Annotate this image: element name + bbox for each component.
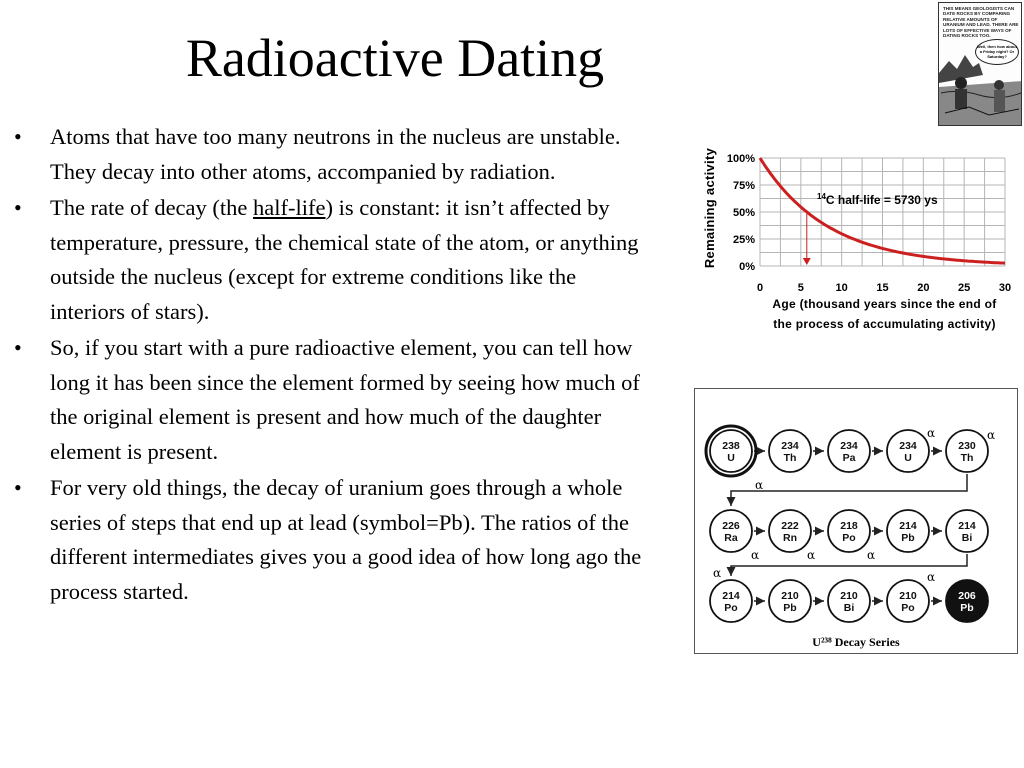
bullet-half-life — [14, 191, 654, 329]
isotope-node — [769, 430, 811, 472]
decay-nodes — [706, 426, 988, 622]
isotope-mass-number: 234 — [899, 440, 917, 452]
isotope-node — [946, 430, 988, 472]
isotope-node — [769, 510, 811, 552]
isotope-symbol: Po — [901, 602, 915, 614]
isotope-mass-number: 210 — [840, 590, 858, 602]
chart-plot-area — [695, 140, 1020, 300]
bullet-neutrons — [14, 120, 654, 189]
chart-x-ticks — [757, 282, 1011, 294]
isotope-mass-number: 210 — [781, 590, 799, 602]
isotope-node — [946, 510, 988, 552]
isotope-symbol: Po — [724, 602, 738, 614]
bullet-pure-element-text: So, if you start with a pure radioactive element, you can tell how long it has been since the element formed by seeing how much of the original element is present and how much of the daughter element is present. — [50, 335, 640, 464]
isotope-node — [769, 580, 811, 622]
comic-panel — [938, 2, 1022, 126]
isotope-node — [887, 510, 929, 552]
y-tick-label: 100% — [726, 153, 755, 165]
isotope-mass-number: 234 — [840, 440, 858, 452]
isotope-symbol: Ra — [724, 532, 738, 544]
chart-title — [817, 192, 938, 207]
comic-speech-bubble: Well, then how about a Friday night? Or Saturday? — [975, 39, 1019, 65]
chart-title-text: C half-life = 5730 ys — [825, 193, 938, 207]
decay-series-graphic — [695, 389, 1017, 633]
x-tick-label: 30 — [998, 282, 1012, 294]
isotope-node — [710, 510, 752, 552]
half-life-marker-arrow — [803, 258, 811, 265]
chart-x-axis-label-line-1: Age (thousand years since the end of — [772, 297, 997, 311]
isotope-node — [828, 430, 870, 472]
isotope-mass-number: 214 — [958, 520, 976, 532]
bullet-pure-element — [14, 331, 654, 469]
bullet-uranium-series — [14, 471, 654, 609]
chart-x-axis-label-line-2: the process of accumulating activity) — [773, 317, 996, 331]
alpha-decay-label: α — [713, 566, 722, 580]
alpha-decay-label: α — [751, 548, 760, 562]
alpha-decay-label: α — [807, 548, 816, 562]
chart-title-superscript: 14 — [817, 192, 826, 201]
y-tick-label: 25% — [732, 234, 755, 246]
isotope-symbol: Th — [960, 452, 974, 464]
isotope-symbol: Pa — [842, 452, 856, 464]
isotope-mass-number: 206 — [958, 590, 976, 602]
y-tick-label: 50% — [732, 207, 755, 219]
isotope-mass-number: 210 — [899, 590, 917, 602]
isotope-node — [710, 580, 752, 622]
isotope-node — [706, 426, 756, 476]
y-tick-label: 0% — [739, 261, 755, 273]
isotope-symbol: U — [904, 452, 912, 464]
chart-x-axis-label — [747, 294, 1022, 334]
slide-title: Radioactive Dating — [185, 28, 605, 88]
bullet-neutrons-text: Atoms that have too many neutrons in the nucleus are unstable. They decay into other atoms, accompanied by radiation. — [50, 124, 621, 184]
isotope-mass-number: 230 — [958, 440, 976, 452]
alpha-decay-label: α — [927, 570, 936, 584]
isotope-symbol: Rn — [783, 532, 797, 544]
isotope-node — [828, 510, 870, 552]
alpha-decay-label: α — [755, 478, 764, 492]
alpha-decay-label: α — [927, 426, 936, 440]
isotope-mass-number: 218 — [840, 520, 858, 532]
bullet-half-life-text-2: ) is constant: it isn’t affected by temperature, pressure, the chemical state of the atom, or anything outside the nucleus (except for extreme conditions like the interiors of stars). — [50, 195, 639, 324]
half-life-link[interactable]: half-life — [253, 195, 326, 220]
x-tick-label: 20 — [917, 282, 930, 294]
isotope-symbol: Po — [842, 532, 856, 544]
x-tick-label: 15 — [876, 282, 889, 294]
isotope-mass-number: 234 — [781, 440, 799, 452]
alpha-decay-label: α — [867, 548, 876, 562]
isotope-mass-number: 222 — [781, 520, 799, 532]
alpha-decay-label: α — [987, 428, 996, 442]
isotope-mass-number: 214 — [899, 520, 917, 532]
isotope-symbol: Pb — [783, 602, 797, 614]
isotope-mass-number: 226 — [722, 520, 740, 532]
x-tick-label: 25 — [958, 282, 971, 294]
isotope-symbol: Pb — [960, 602, 974, 614]
chart-y-ticks — [727, 153, 755, 273]
isotope-node — [946, 580, 988, 622]
isotope-symbol: Bi — [843, 602, 855, 614]
isotope-symbol: Bi — [961, 532, 973, 544]
isotope-node — [828, 580, 870, 622]
isotope-symbol: Th — [783, 452, 797, 464]
bullet-half-life-text-1: The rate of decay (the — [50, 195, 254, 220]
y-tick-label: 75% — [732, 180, 755, 192]
half-life-chart — [695, 140, 1020, 335]
chart-y-axis-label: Remaining activity — [702, 147, 717, 269]
decay-series-diagram — [694, 388, 1018, 654]
x-tick-label: 0 — [756, 282, 764, 294]
isotope-mass-number: 238 — [722, 440, 740, 452]
decay-arrow-row-wrap — [731, 474, 967, 506]
isotope-node — [887, 580, 929, 622]
decay-series-caption: U²³⁸ Decay Series — [812, 635, 900, 649]
comic-caption: THIS MEANS GEOLOGISTS CAN DATE ROCKS BY COMPARING RELATIVE AMOUNTS OF URANIUM AND LEAD. THERE ARE LOTS OF EFFECTIVE WAYS OF DATING ROCKS TOO. — [943, 6, 1019, 39]
isotope-node — [887, 430, 929, 472]
x-tick-label: 10 — [835, 282, 848, 294]
x-tick-label: 5 — [797, 282, 804, 294]
isotope-symbol: Pb — [901, 532, 915, 544]
bullet-list — [14, 120, 654, 611]
bullet-uranium-series-text: For very old things, the decay of uranium goes through a whole series of steps that end up at lead (symbol=Pb). The ratios of the different intermediates gives you a good idea of how long ago the process started. — [50, 475, 642, 604]
isotope-symbol: U — [727, 452, 735, 464]
isotope-mass-number: 214 — [722, 590, 740, 602]
